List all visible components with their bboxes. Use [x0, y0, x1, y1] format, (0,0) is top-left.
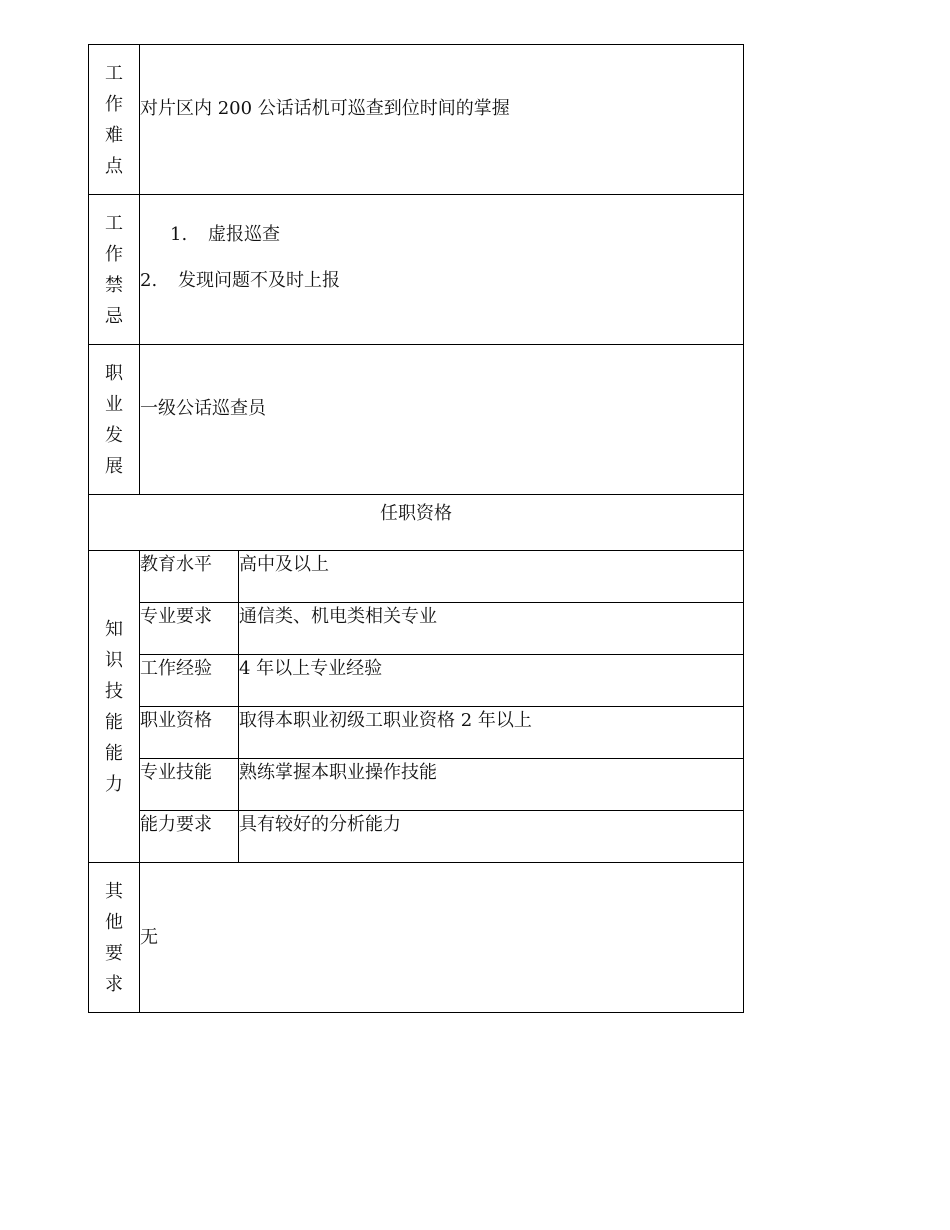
work-taboos-content — [140, 195, 744, 345]
table-row — [89, 811, 744, 863]
table-row — [89, 707, 744, 759]
ability-value: 具有较好的分析能力 — [239, 811, 744, 863]
list-text: 发现问题不及时上报 — [178, 270, 340, 291]
work-difficulty-label: 工 作 难 点 — [89, 45, 140, 195]
table-row — [89, 759, 744, 811]
major-value: 通信类、机电类相关专业 — [239, 603, 744, 655]
work-difficulty-content: 对片区内 200 公话话机可巡查到位时间的掌握 — [140, 45, 744, 195]
career-development-content: 一级公话巡查员 — [140, 345, 744, 495]
certification-value: 取得本职业初级工职业资格 2 年以上 — [239, 707, 744, 759]
list-text: 虚报巡查 — [208, 224, 280, 245]
ability-key: 能力要求 — [140, 811, 239, 863]
other-requirements-content: 无 — [140, 863, 744, 1013]
other-requirements-label: 其 他 要 求 — [89, 863, 140, 1013]
skills-value: 熟练掌握本职业操作技能 — [239, 759, 744, 811]
work-difficulty-row — [89, 45, 744, 195]
work-taboos-label: 工 作 禁 忌 — [89, 195, 140, 345]
list-number: 2. — [140, 270, 158, 291]
qualifications-header-row — [89, 495, 744, 551]
table-row — [89, 655, 744, 707]
work-taboos-row — [89, 195, 744, 345]
education-value: 高中及以上 — [239, 551, 744, 603]
experience-key: 工作经验 — [140, 655, 239, 707]
education-key: 教育水平 — [140, 551, 239, 603]
qualifications-header: 任职资格 — [89, 495, 744, 551]
skills-key: 专业技能 — [140, 759, 239, 811]
table-row — [89, 551, 744, 603]
career-development-row — [89, 345, 744, 495]
other-requirements-row — [89, 863, 744, 1013]
knowledge-skills-label: 知 识 技 能 能 力 — [89, 551, 140, 863]
list-item — [140, 223, 743, 247]
career-development-label: 职 业 发 展 — [89, 345, 140, 495]
list-item — [140, 269, 743, 293]
job-description-table — [88, 44, 744, 1013]
list-number: 1. — [170, 224, 188, 245]
experience-value: 4 年以上专业经验 — [239, 655, 744, 707]
certification-key: 职业资格 — [140, 707, 239, 759]
major-key: 专业要求 — [140, 603, 239, 655]
table-row — [89, 603, 744, 655]
